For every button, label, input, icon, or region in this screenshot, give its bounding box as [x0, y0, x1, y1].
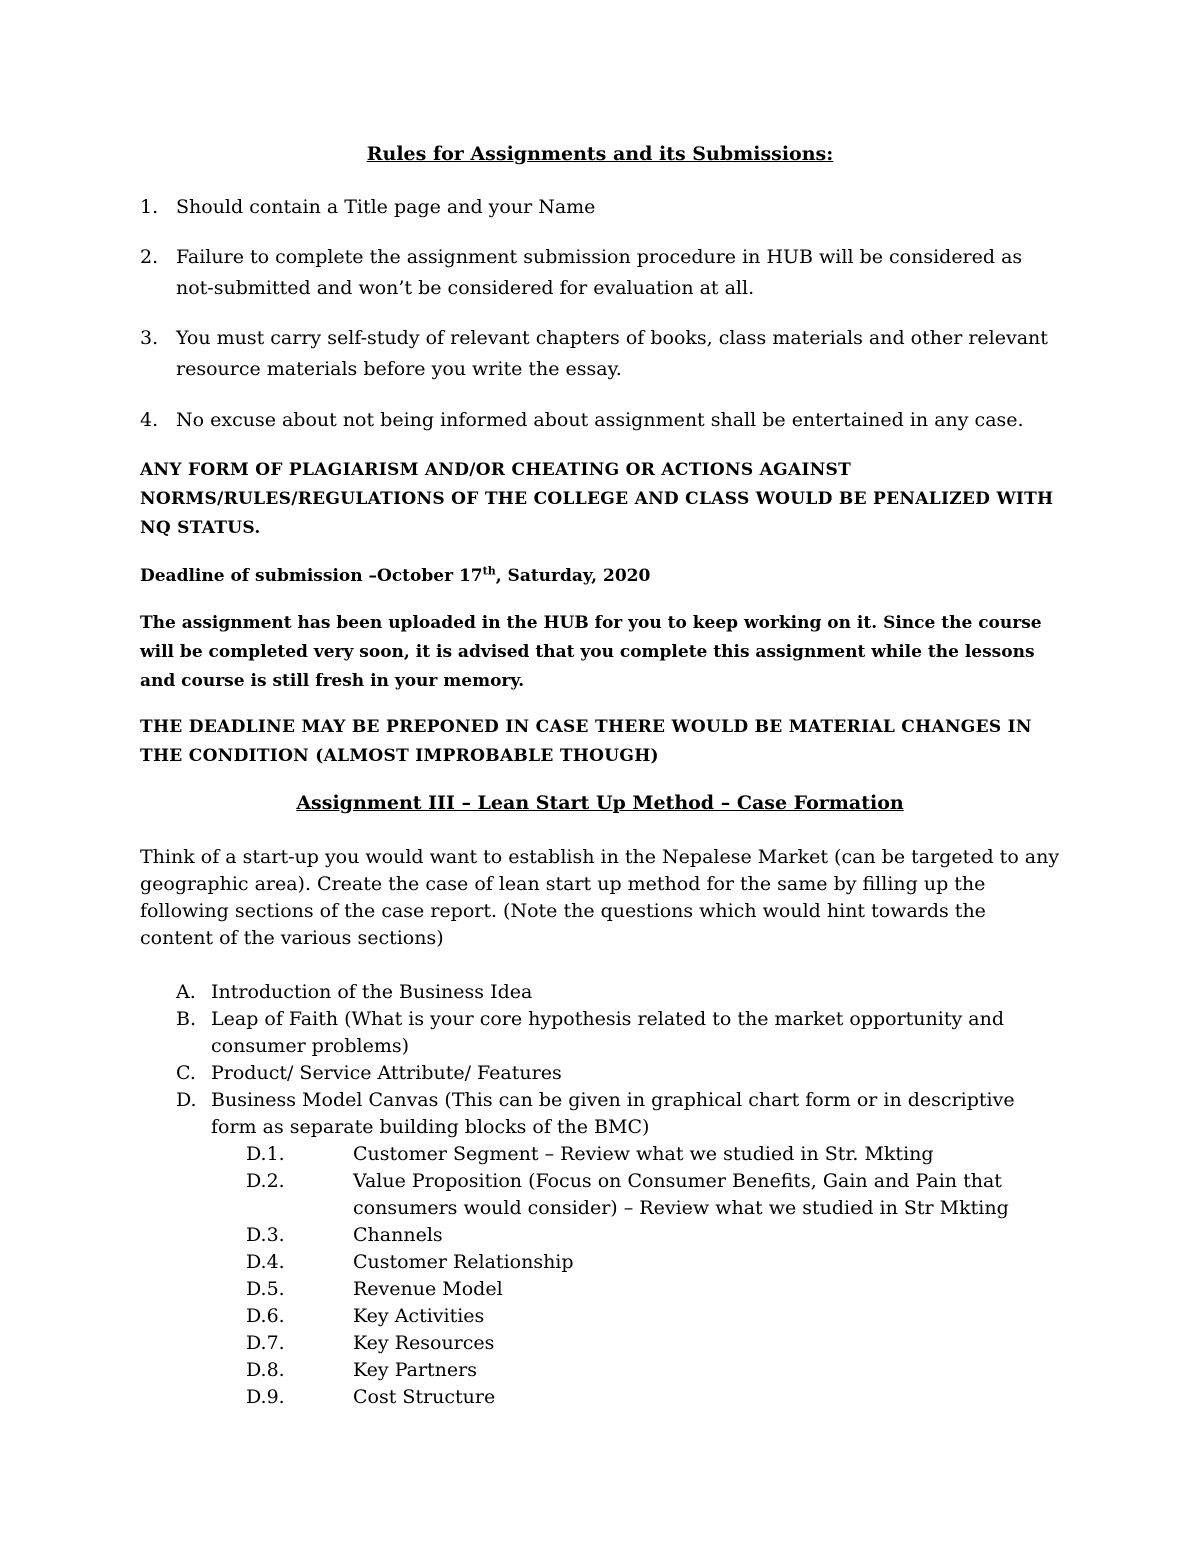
section-text: Product/ Service Attribute/ Features [211, 1062, 562, 1084]
rule-text: Should contain a Title page and your Name [176, 196, 596, 218]
subsection-text: Customer Relationship [353, 1251, 574, 1273]
rule-item [140, 242, 1060, 304]
rule-number: 1. [140, 196, 159, 218]
subsection-number: D.7. [246, 1332, 285, 1354]
deadline-line [140, 562, 650, 591]
assignment-heading: Assignment III – Lean Start Up Method – Case Formation [296, 792, 904, 814]
rule-text: Failure to complete the assignment submission procedure in HUB will be considered as not-submitted and won’t be considered for evaluation at all. [176, 246, 1023, 299]
list-item [176, 1357, 1066, 1384]
rule-number: 4. [140, 409, 159, 431]
list-item [176, 1276, 1066, 1303]
assignment-intro: Think of a start-up you would want to establish in the Nepalese Market (can be targeted to any geographic area). Create the case of lean start up method for the same by filling up the following sections of the case report. (Note the questions which would hint towards the content of the various sections) [140, 846, 1060, 949]
plagiarism-warning: ANY FORM OF PLAGIARISM AND/OR CHEATING OR ACTIONS AGAINST NORMS/RULES/REGULATIONS OF THE COLLEGE AND CLASS WOULD BE PENALIZED WITH NQ STATUS. [140, 460, 1054, 538]
section-list [176, 979, 1066, 1411]
subsection-text: Cost Structure [353, 1386, 496, 1408]
rule-number: 3. [140, 327, 159, 349]
list-item [176, 1222, 1066, 1249]
subsection-text: Customer Segment – Review what we studied in Str. Mkting [353, 1143, 934, 1165]
list-item [176, 1006, 1066, 1060]
list-item [176, 1330, 1066, 1357]
list-item [176, 1060, 1066, 1087]
prepone-note: THE DEADLINE MAY BE PREPONED IN CASE THERE WOULD BE MATERIAL CHANGES IN THE CONDITION (ALMOST IMPROBABLE THOUGH) [140, 717, 1032, 766]
rule-item [140, 192, 1060, 223]
subsection-number: D.1. [246, 1143, 285, 1165]
list-item [176, 1303, 1066, 1330]
subsection-text: Key Resources [353, 1332, 495, 1354]
section-letter: B. [176, 1008, 197, 1030]
subsection-number: D.5. [246, 1278, 285, 1300]
rule-item [140, 323, 1060, 385]
section-letter: C. [176, 1062, 196, 1084]
section-text: Business Model Canvas (This can be given in graphical chart form or in descriptive form as separate building blocks of the BMC) [211, 1089, 1015, 1138]
upload-note: The assignment has been uploaded in the HUB for you to keep working on it. Since the course will be completed very soon, it is advised that you complete this assignment while the lessons and course is still fresh in your memory. [140, 613, 1042, 691]
subsection-number: D.9. [246, 1386, 285, 1408]
list-item [176, 1141, 1066, 1168]
deadline-ordinal: th [482, 564, 496, 578]
section-letter: D. [176, 1089, 197, 1111]
subsection-number: D.8. [246, 1359, 285, 1381]
subsection-number: D.2. [246, 1170, 285, 1192]
subsection-text: Revenue Model [353, 1278, 503, 1300]
section-letter: A. [176, 981, 196, 1003]
section-text: Leap of Faith (What is your core hypothesis related to the market opportunity and consumer problems) [211, 1008, 1004, 1057]
list-item [176, 1168, 1066, 1222]
section-text: Introduction of the Business Idea [211, 981, 533, 1003]
rule-text: You must carry self-study of relevant chapters of books, class materials and other relevant resource materials before you write the essay. [176, 327, 1048, 380]
list-item [176, 1384, 1066, 1411]
subsection-text: Value Proposition (Focus on Consumer Benefits, Gain and Pain that consumers would consider) – Review what we studied in Str Mkting [353, 1170, 1009, 1219]
rule-item [140, 405, 1060, 436]
deadline-prefix: Deadline of submission –October 17 [140, 566, 483, 586]
list-item [176, 1087, 1066, 1141]
subsection-text: Key Partners [353, 1359, 477, 1381]
subsection-number: D.6. [246, 1305, 285, 1327]
subsection-list [176, 1141, 1066, 1411]
rules-heading: Rules for Assignments and its Submissions: [366, 143, 834, 165]
subsection-number: D.4. [246, 1251, 285, 1273]
subsection-text: Key Activities [353, 1305, 485, 1327]
rule-number: 2. [140, 246, 159, 268]
deadline-rest: , Saturday, 2020 [495, 566, 651, 586]
subsection-text: Channels [353, 1224, 443, 1246]
list-item [176, 1249, 1066, 1276]
list-item [176, 979, 1066, 1006]
subsection-number: D.3. [246, 1224, 285, 1246]
rule-text: No excuse about not being informed about assignment shall be entertained in any case. [176, 409, 1024, 431]
